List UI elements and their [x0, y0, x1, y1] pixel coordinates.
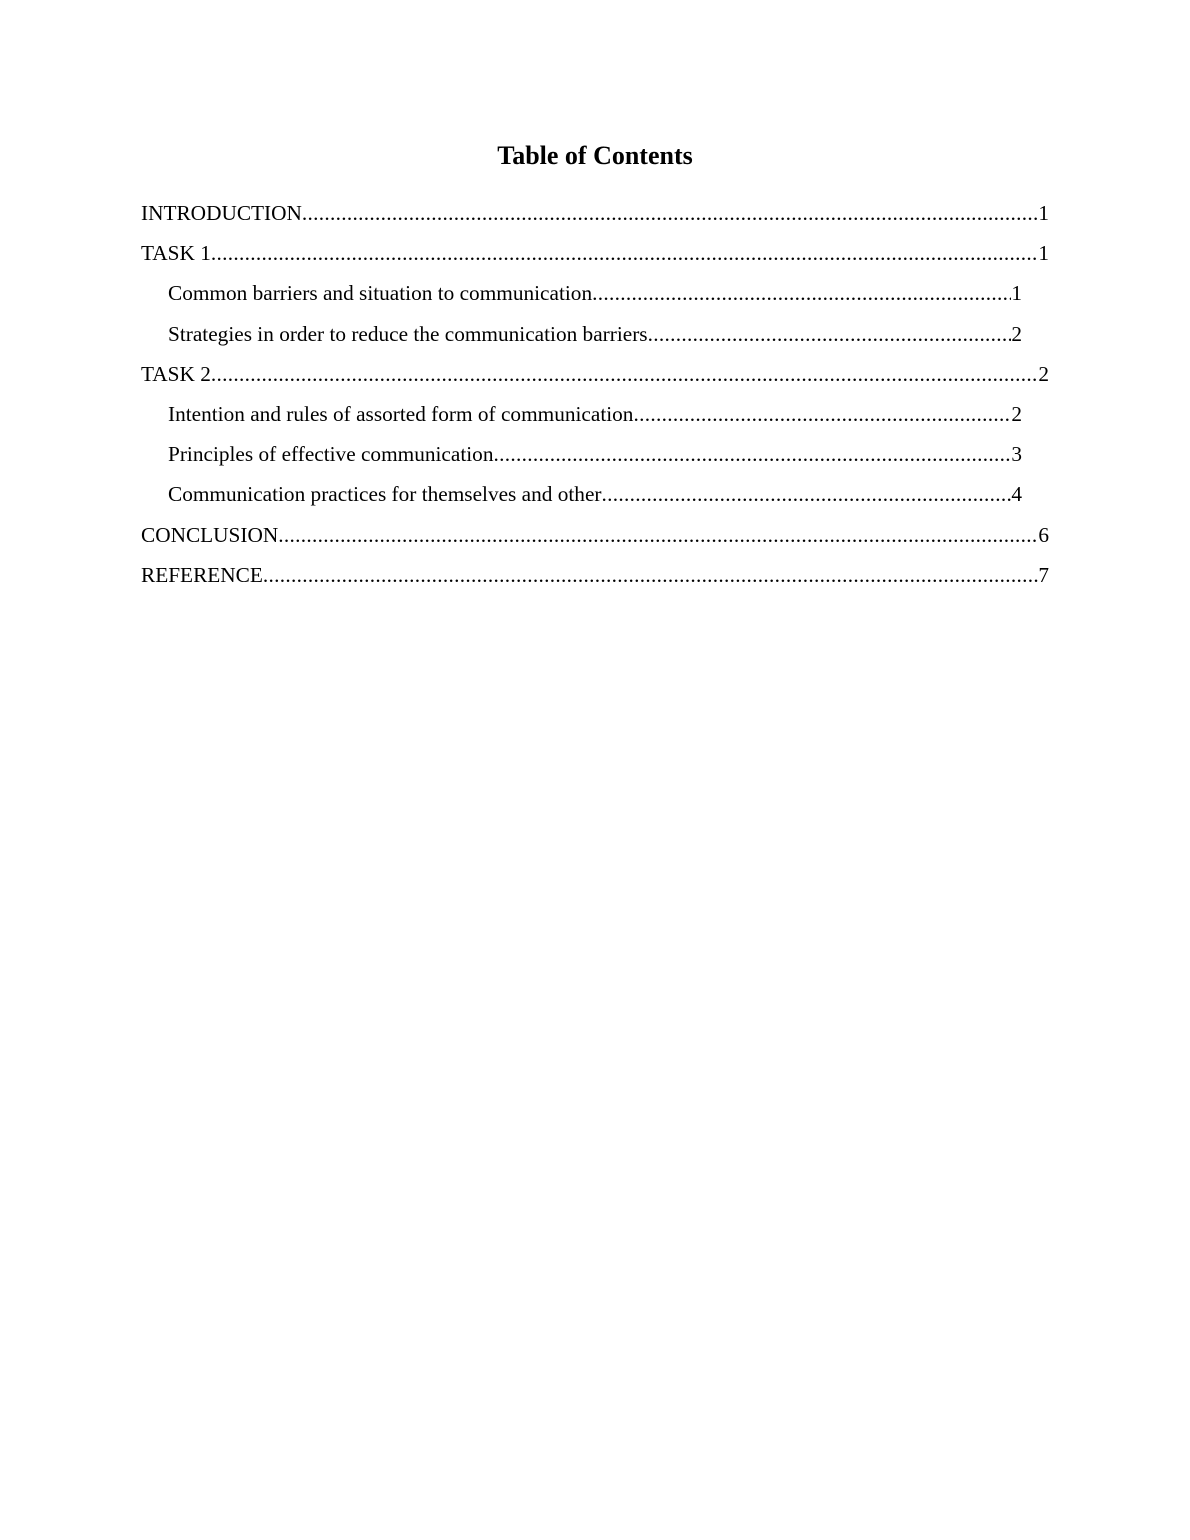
toc-entry-page: 1 [1038, 241, 1049, 266]
toc-entry-strategies[interactable] [141, 317, 1049, 357]
toc-entry-text: Common barriers and situation to communication [168, 281, 593, 306]
toc-dot-leader [278, 518, 1038, 552]
toc-entry-text: Intention and rules of assorted form of communication [168, 401, 634, 426]
toc-entry-text: Communication practices for themselves and other [168, 482, 602, 507]
toc-entry-text: INTRODUCTION [141, 201, 302, 225]
toc-entry-task-2[interactable] [141, 357, 1049, 397]
toc-dot-leader [263, 558, 1038, 592]
toc-list [141, 196, 1049, 598]
toc-dot-leader [602, 477, 1012, 511]
toc-title: Table of Contents [497, 141, 693, 170]
toc-entry-introduction[interactable] [141, 196, 1049, 236]
toc-entry-text: CONCLUSION [141, 522, 279, 547]
toc-entry-page: 1 [1038, 201, 1049, 225]
toc-entry-page: 2 [1038, 361, 1049, 386]
toc-entry-communication-practices[interactable] [141, 477, 1049, 517]
toc-dot-leader [592, 276, 1011, 310]
toc-entry-page: 7 [1038, 562, 1049, 587]
toc-entry-page: 1 [1011, 281, 1022, 306]
toc-entry-intention-rules[interactable] [141, 397, 1049, 437]
toc-entry-page: 2 [1011, 321, 1022, 346]
toc-dot-leader [211, 357, 1038, 391]
toc-entry-text: Principles of effective communication [168, 442, 494, 467]
toc-dot-leader [302, 196, 1038, 230]
toc-dot-leader [648, 317, 1012, 351]
toc-entry-page: 3 [1011, 442, 1022, 467]
toc-entry-task-1[interactable] [141, 236, 1049, 276]
toc-entry-page: 6 [1038, 522, 1049, 547]
toc-entry-reference[interactable] [141, 558, 1049, 598]
toc-entry-text: TASK 1 [141, 241, 211, 266]
toc-entry-conclusion[interactable] [141, 518, 1049, 558]
toc-entry-common-barriers[interactable] [141, 276, 1049, 316]
toc-entry-principles[interactable] [141, 437, 1049, 477]
toc-entry-page: 4 [1011, 482, 1022, 507]
toc-entry-text: TASK 2 [141, 361, 211, 386]
toc-dot-leader [211, 236, 1038, 270]
toc-entry-page: 2 [1011, 401, 1022, 426]
toc-entry-text: Strategies in order to reduce the communication barriers [168, 321, 648, 346]
toc-dot-leader [633, 397, 1011, 431]
toc-entry-text: REFERENCE [141, 562, 263, 587]
toc-dot-leader [493, 437, 1011, 471]
